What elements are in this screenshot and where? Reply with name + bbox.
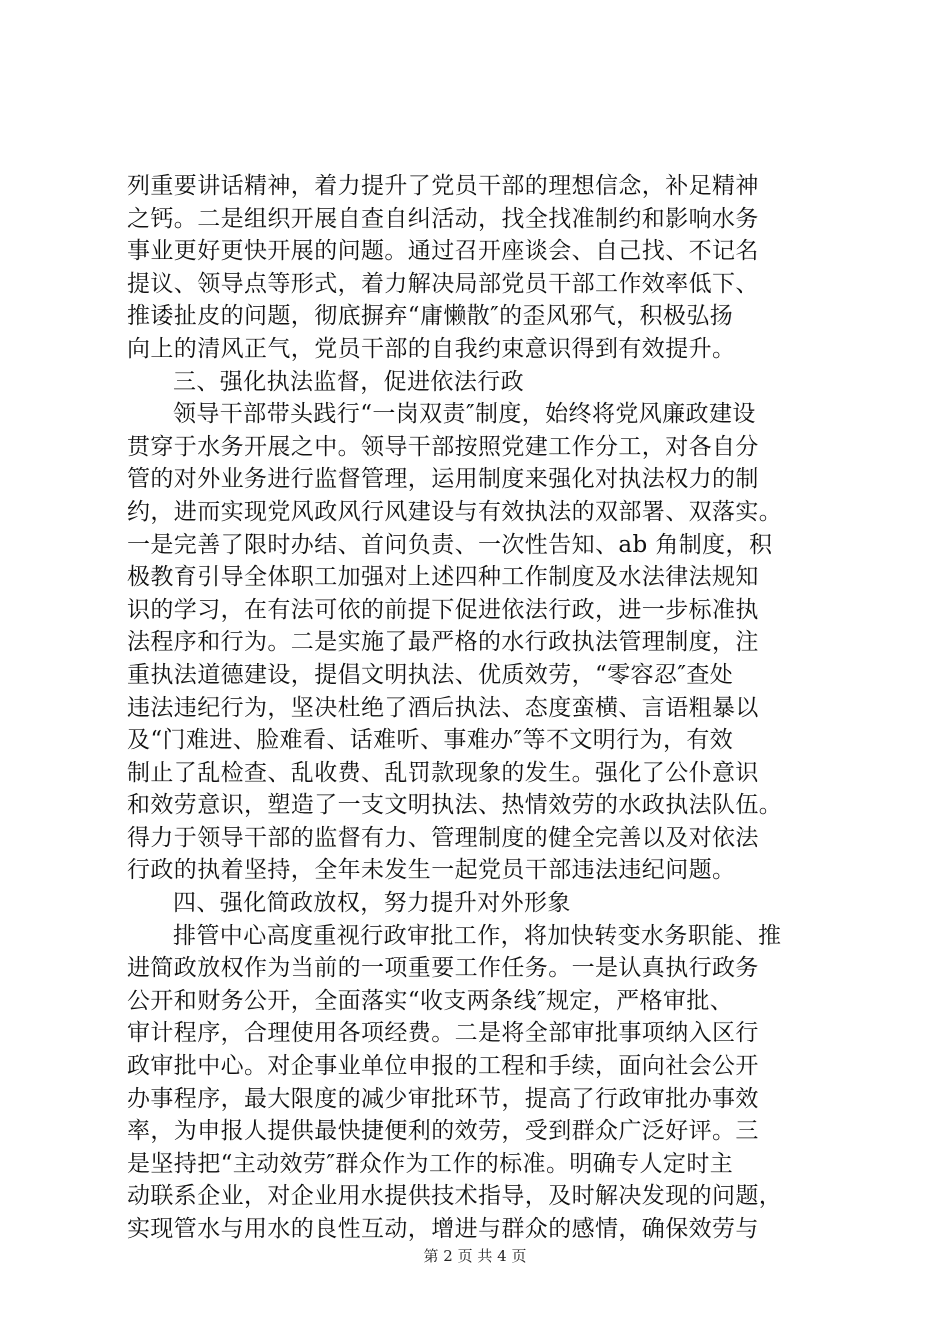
text-line: 审计程序，合理使用各项经费。二是将全部审批事项纳入区行 xyxy=(127,1020,759,1047)
text-line: 列重要讲话精神，着力提升了党员干部的理想信念，补足精神 xyxy=(127,173,759,199)
text-line: 三、强化执法监督，促进依法行政 xyxy=(173,368,524,395)
text-line: 实现管水与用水的良性互动，增进与群众的感情，确保效劳与 xyxy=(127,1216,759,1242)
text-line: 得力于领导干部的监督有力、管理制度的健全完善以及对依法 xyxy=(127,824,759,851)
text-line: 之钙。二是组织开展自查自纠活动，找全找准制约和影响水务 xyxy=(127,205,759,232)
text-line: 约，进而实现党风政风行风建设与有效执法的双部署、双落实。 xyxy=(127,498,783,525)
text-line: 重执法道德建设，提倡文明执法、优质效劳，“零容忍″查处 xyxy=(127,661,734,688)
text-line: 识的学习，在有法可依的前提下促进依法行政，进一步标准执 xyxy=(127,596,759,623)
text-line: 一是完善了限时办结、首问负责、一次性告知、ab 角制度，积 xyxy=(127,531,773,558)
text-line: 提议、领导点等形式，着力解决局部党员干部工作效率低下、 xyxy=(127,270,759,297)
text-line: 动联系企业，对企业用水提供技术指导，及时解决发现的问题， xyxy=(127,1183,783,1210)
text-line: 行政的执着坚持，全年未发生一起党员干部违法违纪问题。 xyxy=(127,857,736,884)
text-line: 和效劳意识，塑造了一支文明执法、热情效劳的水政执法队伍。 xyxy=(127,792,783,819)
text-line: 管的对外业务进行监督管理，运用制度来强化对执法权力的制 xyxy=(127,466,759,493)
text-line: 推诿扯皮的问题，彻底摒弃“庸懒散″的歪风邪气，积极弘扬 xyxy=(127,303,734,330)
text-line: 率，为申报人提供最快捷便利的效劳，受到群众广泛好评。三 xyxy=(127,1118,759,1145)
text-line: 办事程序，最大限度的减少审批环节，提高了行政审批办事效 xyxy=(127,1085,759,1112)
text-line: 违法违纪行为，坚决杜绝了酒后执法、态度蛮横、言语粗暴以 xyxy=(127,694,759,721)
text-line: 及“门难进、脸难看、话难听、事难办″等不文明行为，有效 xyxy=(127,727,734,754)
document-body xyxy=(127,170,827,1246)
text-line: 向上的清风正气，党员干部的自我约束意识得到有效提升。 xyxy=(127,335,736,362)
text-line: 法程序和行为。二是实施了最严格的水行政执法管理制度，注 xyxy=(127,629,759,656)
text-line: 进简政放权作为当前的一项重要工作任务。一是认真执行政务 xyxy=(127,955,759,982)
text-line: 四、强化简政放权，努力提升对外形象 xyxy=(173,890,571,917)
text-line: 排管中心高度重视行政审批工作，将加快转变水务职能、推 xyxy=(173,922,782,949)
text-line: 领导干部带头践行“一岗双责″制度，始终将党风廉政建设 xyxy=(173,401,756,428)
text-line: 极教育引导全体职工加强对上述四种工作制度及水法律法规知 xyxy=(127,564,759,591)
text-line: 制止了乱检查、乱收费、乱罚款现象的发生。强化了公仆意识 xyxy=(127,759,759,786)
text-line: 公开和财务公开，全面落实“收支两条线″规定，严格审批、 xyxy=(127,987,734,1014)
text-line: 是坚持把“主动效劳″群众作为工作的标准。明确专人定时主 xyxy=(127,1150,734,1177)
text-line: 事业更好更快开展的问题。通过召开座谈会、自己找、不记名 xyxy=(127,238,759,265)
page-footer: 第 2 页 共 4 页 xyxy=(423,1247,527,1265)
text-line: 政审批中心。对企事业单位申报的工程和手续，面向社会公开 xyxy=(127,1053,759,1080)
text-line: 贯穿于水务开展之中。领导干部按照党建工作分工，对各自分 xyxy=(127,433,759,460)
